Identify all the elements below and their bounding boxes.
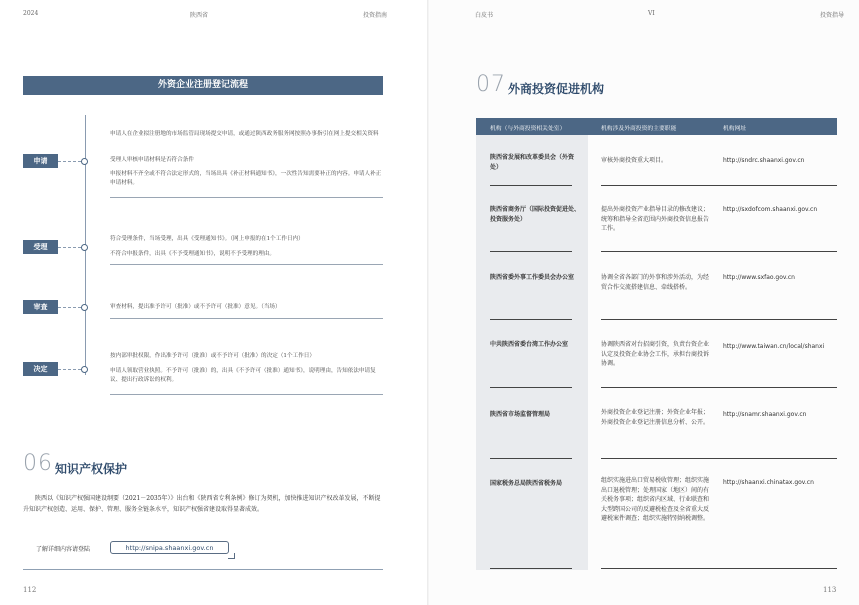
stage-apply-line-2: 受理人审核申请材料是否符合条件: [110, 157, 194, 163]
col-header-duty: 机构涉及外商投资的主要职能: [601, 126, 677, 132]
row-6-site[interactable]: http://shaanxi.chinatax.gov.cn: [723, 479, 814, 486]
stage-decide-line-1: 按内部审批权限，作出准予许可（批准）或不予许可（批准）的决定（1个工作日）: [110, 353, 315, 359]
row-5-duty: 外商投资企业登记注册；外资企业年报；外商投资企业登记注册信息分析、公开。: [601, 409, 710, 426]
col-header-site: 机构网址: [723, 126, 747, 132]
left-page: [0, 0, 429, 605]
row-3-org: 陕西省委外事工作委员会办公室: [490, 274, 575, 281]
row-6-org: 国家税务总局陕西省税务局: [490, 480, 563, 487]
stage-label-accept: 受理: [23, 240, 58, 254]
footer-rule: [23, 569, 383, 570]
header-guide: 投资指南: [363, 12, 388, 19]
page-number-right: 113: [823, 586, 837, 594]
row-separator: [601, 458, 837, 459]
row-4-org: 中共陕西省委台湾工作办公室: [490, 341, 569, 348]
row-3-duty: 协调全省各部门的外事和涉外活动，为经贸合作交流搭建信息、牵线搭桥。: [601, 274, 710, 291]
row-5-site[interactable]: http://snamr.shaanxi.gov.cn: [723, 411, 807, 418]
stage-review-line-1: 审查材料，提出准予许可（批准）或不予许可（批准）意见。（当场）: [110, 304, 281, 310]
stage-accept-line-1: 符合受理条件，当场受理，出具《受理通知书》。（网上申报的在1个工作日内）: [110, 236, 304, 242]
stage-label-decide: 决定: [23, 362, 58, 376]
row-2-site[interactable]: http://sxdofcom.shaanxi.gov.cn: [723, 206, 818, 213]
header-book: 白皮书: [475, 12, 494, 19]
row-1-org: 陕西省发展和改革委员会（外资处）: [490, 154, 575, 171]
row-1-site[interactable]: http://sndrc.shaanxi.gov.cn: [723, 157, 805, 164]
header-guide: 投资指导: [820, 12, 845, 19]
section-number: 06: [23, 451, 53, 476]
row-separator: [601, 251, 837, 252]
ip-paragraph: 陕西以《知识产权强国建设纲要（2021－2035年）》出台和《陕西省专利条例》修订为契机，加快推进知识产权改革发展，不断提升知识产权创造、运用、保护、管理、服务全链条水平，知识产权强省建设取得显著成效。: [23, 495, 381, 513]
stage-accept-line-2: 不符合申报条件，出具《不予受理通知书》，说明不予受理的理由。: [110, 251, 276, 257]
stage-dot-icon: [81, 244, 88, 251]
more-info-label: 了解详细内容请登陆: [36, 546, 91, 553]
stage-label-apply: 申请: [23, 154, 58, 168]
stage-decide-line-2: 申请人领取营业执照。不予许可（批准）的，出具《不予许可（批准）通知书》，说明理由，告知依法申请复议、提出行政诉讼的权利。: [110, 368, 376, 383]
separator: [110, 394, 383, 395]
row-4-site[interactable]: http://www.taiwan.cn/local/shanxi: [723, 343, 825, 350]
stage-dot-icon: [81, 304, 88, 311]
row-3-site[interactable]: http://www.sxfao.gov.cn: [723, 274, 795, 281]
stage-dot-icon: [81, 366, 88, 373]
stage-connector: [58, 369, 81, 370]
stage-apply-line-1: 申请人在企业拟注册地的市场监管局现场提交申请，或通过陕西政务服务网按照办事指引在网上提交相关资料: [110, 131, 379, 137]
stage-connector: [58, 247, 81, 248]
row-separator: [601, 185, 837, 186]
separator: [110, 318, 383, 319]
row-1-duty: 审核外商投资重大项目。: [601, 157, 668, 164]
link-pill-tail: [228, 553, 235, 559]
stage-connector: [58, 161, 81, 162]
row-6-duty: 组织实施进出口贸易税收管理；组织实施出口退税管理；处理国家（地区）间的有关税务事项；组织省内区域、行业联查和大型跨国公司的反避税检查及全省重大反避税案件调查；组织实施特别纳税调整。: [601, 477, 710, 522]
header-volume: VI: [648, 10, 655, 17]
page-number-left: 112: [23, 586, 37, 594]
section-title: 知识产权保护: [55, 462, 128, 476]
stage-dot-icon: [81, 158, 88, 165]
row-separator: [601, 568, 837, 569]
row-separator: [490, 568, 572, 569]
org-column-bg: [476, 135, 588, 570]
stage-apply-line-3: 申报材料不齐全或不符合法定形式的，当场出具《补正材料通知书》，一次性告知需要补正的内容。申请人补正申请材料。: [110, 171, 382, 186]
stage-connector: [58, 307, 81, 308]
section-number: 07: [476, 72, 506, 97]
section-title: 外商投资促进机构: [508, 82, 605, 96]
header-region: 陕西省: [190, 12, 209, 19]
row-separator: [490, 387, 572, 388]
stage-label-review: 审查: [23, 300, 58, 314]
row-4-duty: 协调陕西省对台招商引资，负责台资企业认定及投资企业协会工作，承担台商投诉协调。: [601, 341, 710, 367]
row-separator: [490, 458, 572, 459]
row-5-org: 陕西省市场监督管理局: [490, 411, 551, 418]
col-header-org: 机构（与外商投资相关处室）: [490, 126, 566, 132]
row-separator: [601, 387, 837, 388]
row-separator: [490, 251, 572, 252]
separator: [110, 264, 383, 265]
header-year: 2024: [23, 10, 39, 17]
row-separator: [490, 185, 572, 186]
separator: [110, 197, 383, 198]
snipa-link[interactable]: http://snipa.shaanxi.gov.cn: [110, 541, 229, 554]
row-2-org: 陕西省商务厅（国际投资促进处、投资服务处）: [490, 206, 581, 223]
row-separator: [601, 319, 837, 320]
table-header: [476, 118, 837, 135]
row-separator: [490, 319, 572, 320]
row-2-duty: 提出外商投资产业指导目录的修改建议；统筹和指导全省范围内外商投资信息报告工作。: [601, 206, 710, 232]
flow-title-banner: 外资企业注册登记流程: [23, 76, 383, 95]
